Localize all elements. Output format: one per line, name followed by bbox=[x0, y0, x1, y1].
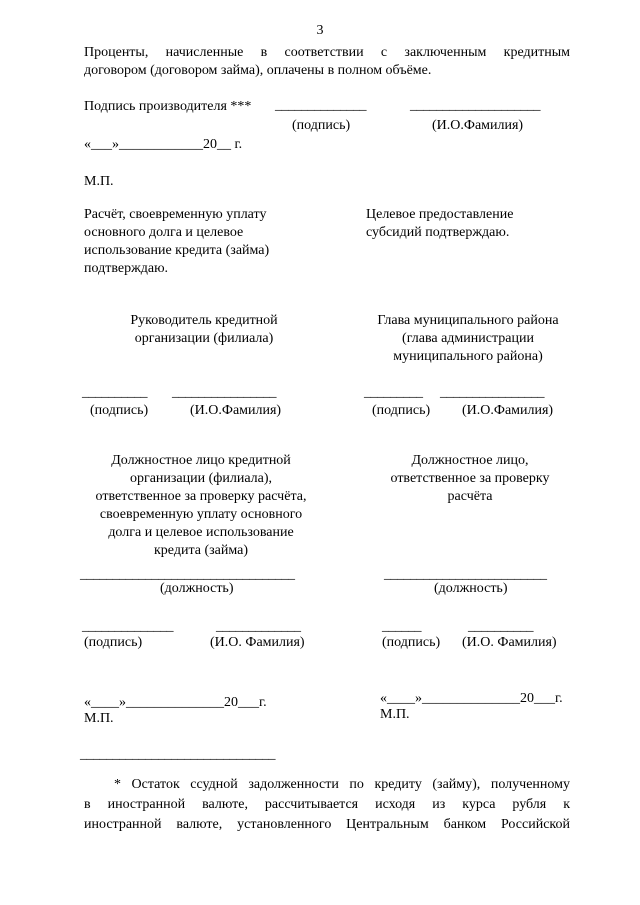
page-number: 3 bbox=[316, 23, 324, 38]
right-head-title-line: муниципального района) bbox=[393, 349, 543, 364]
intro-line-2: договором (договором займа), оплачены в полном объёме. bbox=[84, 63, 432, 78]
left-confirm-line: Расчёт, своевременную уплату bbox=[84, 207, 267, 222]
left-confirm-text bbox=[84, 206, 269, 278]
right-head-name-caption: (И.О.Фамилия) bbox=[462, 403, 554, 418]
producer-sign-caption: (подпись) bbox=[292, 118, 351, 133]
left-official-title bbox=[70, 452, 332, 560]
right-official-seal: М.П. bbox=[380, 707, 410, 722]
left-official-title-line: Должностное лицо кредитной bbox=[111, 453, 291, 468]
left-official-name-caption: (И.О. Фамилия) bbox=[210, 635, 305, 650]
producer-sign-line: ______________ bbox=[275, 98, 366, 113]
left-official-position-caption: (должность) bbox=[160, 581, 234, 596]
right-official-sign-line: ______ bbox=[382, 619, 421, 634]
left-confirm-line: подтверждаю. bbox=[84, 261, 169, 276]
left-official-title-line: ответственное за проверку расчёта, bbox=[95, 489, 307, 504]
right-confirm-line: Целевое предоставление bbox=[366, 207, 514, 222]
right-official-date-line: «____»______________20___г. bbox=[380, 691, 563, 706]
left-official-sign-line: ______________ bbox=[82, 619, 173, 634]
left-confirm-line: основного долга и целевое bbox=[84, 225, 244, 240]
left-official-sign-caption: (подпись) bbox=[84, 635, 143, 650]
right-official-position-caption: (должность) bbox=[434, 581, 508, 596]
producer-seal: М.П. bbox=[84, 174, 114, 189]
left-official-title-line: долга и целевое использование bbox=[108, 525, 294, 540]
right-head-name-line: ________________ bbox=[440, 385, 544, 400]
left-head-title-line: Руководитель кредитной bbox=[130, 313, 278, 328]
left-official-date-line: «____»______________20___г. bbox=[84, 695, 267, 710]
left-official-title-line: организации (филиала), bbox=[129, 471, 273, 486]
left-head-sign-caption: (подпись) bbox=[90, 403, 149, 418]
producer-name-caption: (И.О.Фамилия) bbox=[432, 118, 524, 133]
intro-line-1: Проценты, начисленные в соответствии с заключенным кредитным bbox=[84, 45, 570, 60]
left-official-title-line: своевременную уплату основного bbox=[99, 507, 303, 522]
right-official-name-line: __________ bbox=[468, 619, 533, 634]
footnote-rule: ______________________________ bbox=[80, 747, 275, 762]
right-confirm-line: субсидий подтверждаю. bbox=[366, 225, 510, 240]
right-official-sign-caption: (подпись) bbox=[382, 635, 441, 650]
producer-name-line: ____________________ bbox=[410, 98, 540, 113]
right-official-title-line: расчёта bbox=[447, 489, 493, 504]
left-head-title bbox=[84, 312, 324, 348]
footnote-line-2: в иностранной валюте, рассчитывается исходя из курса рубля к bbox=[84, 797, 570, 812]
left-official-seal: М.П. bbox=[84, 711, 114, 726]
right-head-title-line: (глава администрации bbox=[402, 331, 534, 346]
right-official-name-caption: (И.О. Фамилия) bbox=[462, 635, 557, 650]
left-head-sign-line: __________ bbox=[82, 385, 147, 400]
producer-signature-label: Подпись производителя *** bbox=[84, 99, 252, 114]
footnote-line-3: иностранной валюте, установленного Центральным банком Российской bbox=[84, 817, 570, 832]
right-official-title-line: Должностное лицо, bbox=[411, 453, 529, 468]
left-official-name-line: _____________ bbox=[216, 619, 301, 634]
right-confirm-text bbox=[366, 206, 513, 242]
right-official-title bbox=[370, 452, 570, 506]
footnote-line-1: * Остаток ссудной задолженности по кредиту (займу), полученному bbox=[114, 777, 570, 792]
right-head-sign-caption: (подпись) bbox=[372, 403, 431, 418]
left-head-title-line: организации (филиала) bbox=[134, 331, 274, 346]
right-head-sign-line: _________ bbox=[364, 385, 423, 400]
right-official-title-line: ответственное за проверку bbox=[390, 471, 550, 486]
left-head-name-line: ________________ bbox=[172, 385, 276, 400]
left-head-name-caption: (И.О.Фамилия) bbox=[190, 403, 282, 418]
producer-date-line: «___»____________20__ г. bbox=[84, 137, 243, 152]
left-official-title-line: кредита (займа) bbox=[154, 543, 248, 558]
right-head-title bbox=[362, 312, 574, 366]
right-head-title-line: Глава муниципального района bbox=[377, 313, 559, 328]
left-official-position-line: _________________________________ bbox=[80, 567, 295, 582]
right-official-position-line: _________________________ bbox=[384, 567, 547, 582]
left-confirm-line: использование кредита (займа) bbox=[84, 243, 270, 258]
